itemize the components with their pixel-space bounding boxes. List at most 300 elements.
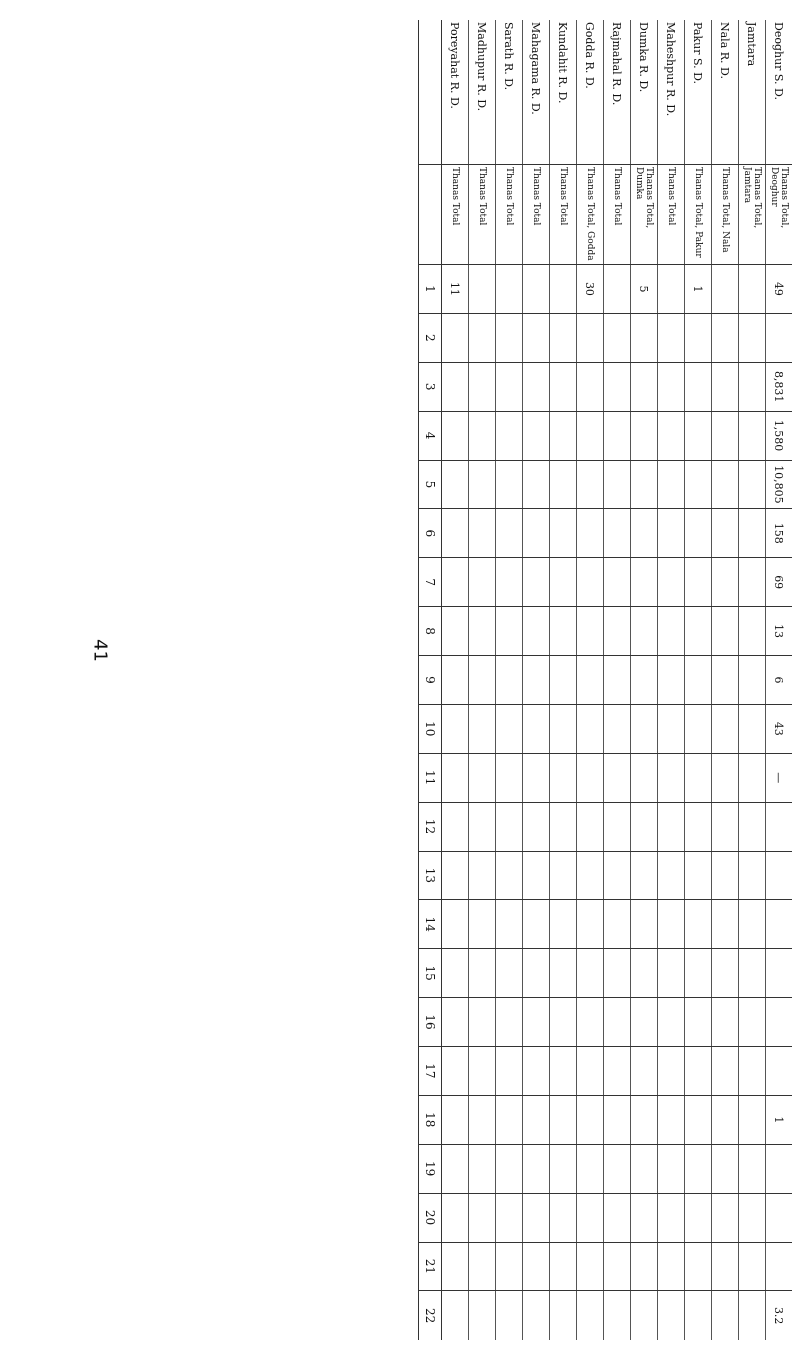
table-cell (631, 753, 658, 802)
table-cell (658, 1291, 685, 1340)
table-cell (685, 313, 712, 362)
table-cell (577, 851, 604, 900)
table-cell (469, 1242, 496, 1291)
table-row (766, 20, 793, 1340)
table-cell (577, 704, 604, 753)
table-cell (523, 851, 550, 900)
table-cell (577, 753, 604, 802)
table-row (712, 20, 739, 1340)
table-cell (469, 411, 496, 460)
group-label: Thanas Total, Dumka (631, 165, 658, 265)
table-cell (523, 411, 550, 460)
table-cell (496, 900, 523, 949)
table-cell (739, 1242, 766, 1291)
table-cell (712, 1095, 739, 1144)
table-cell (442, 704, 469, 753)
table-cell (442, 900, 469, 949)
table-cell (739, 460, 766, 509)
table-cell (712, 509, 739, 558)
district-name: Madhupur R. D. (475, 22, 489, 112)
table-cell (523, 900, 550, 949)
table-row (604, 20, 631, 1340)
table-cell: 1,580 (766, 411, 793, 460)
table-cell (766, 1144, 793, 1193)
table-cell (523, 1144, 550, 1193)
table-cell (469, 998, 496, 1047)
table-cell: 30 (577, 265, 604, 314)
table-cell (604, 656, 631, 705)
table-cell (550, 900, 577, 949)
column-number: 5 (419, 460, 442, 509)
table-cell (442, 411, 469, 460)
table-cell (496, 313, 523, 362)
column-number: 4 (419, 411, 442, 460)
table-cell (658, 607, 685, 656)
table-cell (766, 900, 793, 949)
table-cell (604, 1047, 631, 1096)
table-cell (523, 998, 550, 1047)
district-name: Kundahit R. D. (556, 22, 570, 104)
table-row (739, 20, 766, 1340)
table-cell (550, 1144, 577, 1193)
table-cell (631, 1193, 658, 1242)
table-cell (658, 411, 685, 460)
table-cell (496, 362, 523, 411)
table-cell (523, 802, 550, 851)
table-cell (523, 1047, 550, 1096)
table-cell (577, 949, 604, 998)
table-cell (712, 362, 739, 411)
table-cell (604, 411, 631, 460)
table-cell (577, 900, 604, 949)
table-cell (712, 411, 739, 460)
table-cell (712, 460, 739, 509)
table-cell (658, 704, 685, 753)
table-cell (496, 1242, 523, 1291)
column-number: 13 (419, 851, 442, 900)
table-cell (577, 1193, 604, 1242)
table-cell (442, 460, 469, 509)
table-cell (685, 998, 712, 1047)
column-number: 8 (419, 607, 442, 656)
group-label: Thanas Total (523, 165, 550, 265)
table-cell (604, 1291, 631, 1340)
table-cell (712, 265, 739, 314)
table-cell (604, 1242, 631, 1291)
table-cell (766, 998, 793, 1047)
column-number: 18 (419, 1095, 442, 1144)
table-cell (712, 313, 739, 362)
table-cell (658, 851, 685, 900)
table-cell (712, 900, 739, 949)
table-cell (496, 753, 523, 802)
district-name: Godda R. D. (583, 22, 597, 89)
table-cell (604, 949, 631, 998)
table-cell (631, 362, 658, 411)
table-cell (550, 1047, 577, 1096)
table-cell (658, 753, 685, 802)
table-cell (550, 1242, 577, 1291)
table-cell (685, 411, 712, 460)
table-cell (739, 411, 766, 460)
table-cell (712, 1144, 739, 1193)
table-cell (604, 1144, 631, 1193)
table-cell (658, 949, 685, 998)
table-cell (604, 509, 631, 558)
table-cell (658, 656, 685, 705)
table-cell (658, 558, 685, 607)
table-cell (685, 362, 712, 411)
column-number: 2 (419, 313, 442, 362)
district-name: Deoghur S. D. (772, 22, 786, 100)
table-cell (739, 1047, 766, 1096)
table-cell (685, 1242, 712, 1291)
table-cell (739, 656, 766, 705)
table-cell (604, 802, 631, 851)
table-cell (496, 558, 523, 607)
table-cell (550, 802, 577, 851)
group-label: Thanas Total, Pakur (685, 165, 712, 265)
table-cell (442, 1242, 469, 1291)
table-cell (685, 1095, 712, 1144)
table-cell (658, 313, 685, 362)
table-cell (469, 900, 496, 949)
table-cell (496, 509, 523, 558)
table-cell (469, 753, 496, 802)
table-cell (766, 1047, 793, 1096)
table-cell (550, 1193, 577, 1242)
table-cell: — (766, 753, 793, 802)
column-number: 22 (419, 1291, 442, 1340)
table-cell (712, 1291, 739, 1340)
table-cell (631, 851, 658, 900)
table-cell (685, 1144, 712, 1193)
column-number: 1 (419, 265, 442, 314)
table-cell (496, 1144, 523, 1193)
table-cell (523, 656, 550, 705)
table-cell (739, 607, 766, 656)
table-cell (631, 558, 658, 607)
district-name: Pakur S. D. (691, 22, 705, 85)
table-cell (766, 313, 793, 362)
table-cell (712, 656, 739, 705)
table-cell (631, 607, 658, 656)
table-cell (442, 1144, 469, 1193)
table-cell (442, 558, 469, 607)
table-cell: 8,831 (766, 362, 793, 411)
table-cell (712, 949, 739, 998)
table-cell (496, 998, 523, 1047)
table-cell (712, 1047, 739, 1096)
district-name: Poreyahat R. D. (448, 22, 462, 109)
table-cell (496, 704, 523, 753)
table-cell (658, 1193, 685, 1242)
table-cell (523, 460, 550, 509)
table-cell (604, 900, 631, 949)
table-cell (496, 1291, 523, 1340)
table-cell (685, 900, 712, 949)
table-cell (442, 656, 469, 705)
table-cell (739, 753, 766, 802)
table-row (523, 20, 550, 1340)
table-cell: 43 (766, 704, 793, 753)
table-cell (550, 656, 577, 705)
table-cell (550, 509, 577, 558)
page-number: 41 (89, 639, 111, 662)
table-cell (658, 265, 685, 314)
table-cell (496, 949, 523, 998)
group-label: Thanas Total (496, 165, 523, 265)
table-cell: 11 (442, 265, 469, 314)
table-cell (658, 1144, 685, 1193)
table-cell (658, 998, 685, 1047)
column-number: 6 (419, 509, 442, 558)
table-cell (577, 802, 604, 851)
table-cell: 1 (685, 265, 712, 314)
column-number: 7 (419, 558, 442, 607)
table-cell (469, 1193, 496, 1242)
group-label: Thanas Total, Deoghur (766, 165, 793, 265)
district-name: Nala R. D. (718, 22, 732, 79)
table-cell (577, 362, 604, 411)
table-cell (685, 1193, 712, 1242)
table-cell (442, 1193, 469, 1242)
table-cell (604, 753, 631, 802)
table-cell (739, 802, 766, 851)
group-label: Thanas Total (550, 165, 577, 265)
table-cell (658, 362, 685, 411)
table-cell (523, 949, 550, 998)
table-cell (739, 1095, 766, 1144)
table-cell (631, 1242, 658, 1291)
table-cell (631, 313, 658, 362)
table-cell (739, 1144, 766, 1193)
table-cell (739, 509, 766, 558)
table-cell (631, 802, 658, 851)
table-cell (712, 851, 739, 900)
table-cell (631, 656, 658, 705)
table-cell (631, 1095, 658, 1144)
table-cell (442, 607, 469, 656)
table-cell (685, 802, 712, 851)
table-cell (658, 802, 685, 851)
table-cell: 158 (766, 509, 793, 558)
table-cell: 6 (766, 656, 793, 705)
table-cell (712, 1242, 739, 1291)
table-cell (685, 704, 712, 753)
table-cell: 13 (766, 607, 793, 656)
table-cell (496, 607, 523, 656)
footer-blank (419, 20, 442, 165)
table-cell (577, 1047, 604, 1096)
table-cell (442, 362, 469, 411)
table-cell (604, 1095, 631, 1144)
table-cell (442, 851, 469, 900)
table-row (577, 20, 604, 1340)
table-row (550, 20, 577, 1340)
table-cell (469, 851, 496, 900)
table-cell (604, 460, 631, 509)
table-cell (685, 753, 712, 802)
table-cell (469, 802, 496, 851)
table-cell (658, 900, 685, 949)
table-cell (658, 1095, 685, 1144)
table-cell (496, 411, 523, 460)
table-cell (550, 558, 577, 607)
table-cell (469, 1291, 496, 1340)
table-cell (577, 1291, 604, 1340)
table-cell: 1 (766, 1095, 793, 1144)
table-cell (577, 411, 604, 460)
group-label: Thanas Total (469, 165, 496, 265)
district-name: Rajmahal R. D. (610, 22, 624, 106)
table-cell (685, 460, 712, 509)
table-cell (442, 802, 469, 851)
column-number: 3 (419, 362, 442, 411)
table-cell (442, 1047, 469, 1096)
table-cell (739, 265, 766, 314)
table-cell (469, 362, 496, 411)
table-cell (739, 313, 766, 362)
table-cell (766, 1242, 793, 1291)
table-cell (658, 1047, 685, 1096)
table-cell (685, 1047, 712, 1096)
table-cell (631, 1291, 658, 1340)
table-cell (550, 753, 577, 802)
table-row (469, 20, 496, 1340)
table-cell (712, 753, 739, 802)
table-cell (469, 460, 496, 509)
table-cell (523, 607, 550, 656)
table-cell (442, 313, 469, 362)
table-cell (739, 1291, 766, 1340)
table-cell (685, 656, 712, 705)
table-cell (442, 998, 469, 1047)
table-cell (550, 265, 577, 314)
group-label: Thanas Total (442, 165, 469, 265)
table-cell (604, 362, 631, 411)
table-row (658, 20, 685, 1340)
table-cell (604, 851, 631, 900)
column-number: 14 (419, 900, 442, 949)
table-cell (550, 460, 577, 509)
table-cell (577, 558, 604, 607)
table-cell: 10,805 (766, 460, 793, 509)
table-cell (550, 998, 577, 1047)
column-number: 19 (419, 1144, 442, 1193)
table-cell (550, 949, 577, 998)
table-cell (604, 1193, 631, 1242)
table-cell (685, 949, 712, 998)
table-cell (712, 607, 739, 656)
table-cell (631, 1047, 658, 1096)
table-cell (712, 558, 739, 607)
table-cell (658, 460, 685, 509)
table-cell (523, 362, 550, 411)
table-cell (631, 411, 658, 460)
table-cell (523, 1291, 550, 1340)
column-number: 15 (419, 949, 442, 998)
table-row (442, 20, 469, 1340)
table-cell (550, 1291, 577, 1340)
column-number: 20 (419, 1193, 442, 1242)
table-cell (469, 1047, 496, 1096)
table-cell (469, 1095, 496, 1144)
table-cell (496, 1095, 523, 1144)
table-cell: 49 (766, 265, 793, 314)
table-cell (739, 998, 766, 1047)
table-cell (523, 704, 550, 753)
table-cell (469, 509, 496, 558)
table-cell (712, 998, 739, 1047)
table-cell (550, 704, 577, 753)
footer-blank (419, 165, 442, 265)
table-cell (766, 1193, 793, 1242)
table-cell (469, 1144, 496, 1193)
table-cell (496, 265, 523, 314)
table-cell (496, 1047, 523, 1096)
table-cell: 5 (631, 265, 658, 314)
table-cell (685, 607, 712, 656)
table-cell (577, 460, 604, 509)
table-cell (577, 607, 604, 656)
table-cell (550, 313, 577, 362)
column-number: 10 (419, 704, 442, 753)
table-cell (739, 900, 766, 949)
table-cell (577, 1242, 604, 1291)
table-cell (604, 313, 631, 362)
table-cell (631, 509, 658, 558)
column-number: 12 (419, 802, 442, 851)
table-cell (469, 656, 496, 705)
table-cell (523, 1193, 550, 1242)
table-cell (577, 509, 604, 558)
table-cell (631, 1144, 658, 1193)
table-cell (739, 704, 766, 753)
table-cell (712, 1193, 739, 1242)
table-cell (631, 998, 658, 1047)
table-cell (685, 851, 712, 900)
table-cell (739, 851, 766, 900)
table-cell (469, 558, 496, 607)
table-cell (523, 313, 550, 362)
table-cell (496, 460, 523, 509)
table-cell (577, 998, 604, 1047)
table-cell (496, 1193, 523, 1242)
table-cell (604, 265, 631, 314)
table-cell (577, 656, 604, 705)
table-cell (739, 362, 766, 411)
group-label: Thanas Total, Nala (712, 165, 739, 265)
table-cell (766, 802, 793, 851)
table-cell (469, 313, 496, 362)
group-label: Thanas Total, Godda (577, 165, 604, 265)
district-name: Dumka R. D. (637, 22, 651, 93)
column-number: 11 (419, 753, 442, 802)
column-index-row (419, 20, 442, 1340)
table-cell (496, 851, 523, 900)
table-cell (658, 1242, 685, 1291)
column-number: 9 (419, 656, 442, 705)
table-cell (631, 949, 658, 998)
table-cell (550, 1095, 577, 1144)
table-cell (550, 411, 577, 460)
table-cell (442, 753, 469, 802)
table-cell (442, 1095, 469, 1144)
table-cell (658, 509, 685, 558)
column-number: 16 (419, 998, 442, 1047)
table-cell (712, 704, 739, 753)
